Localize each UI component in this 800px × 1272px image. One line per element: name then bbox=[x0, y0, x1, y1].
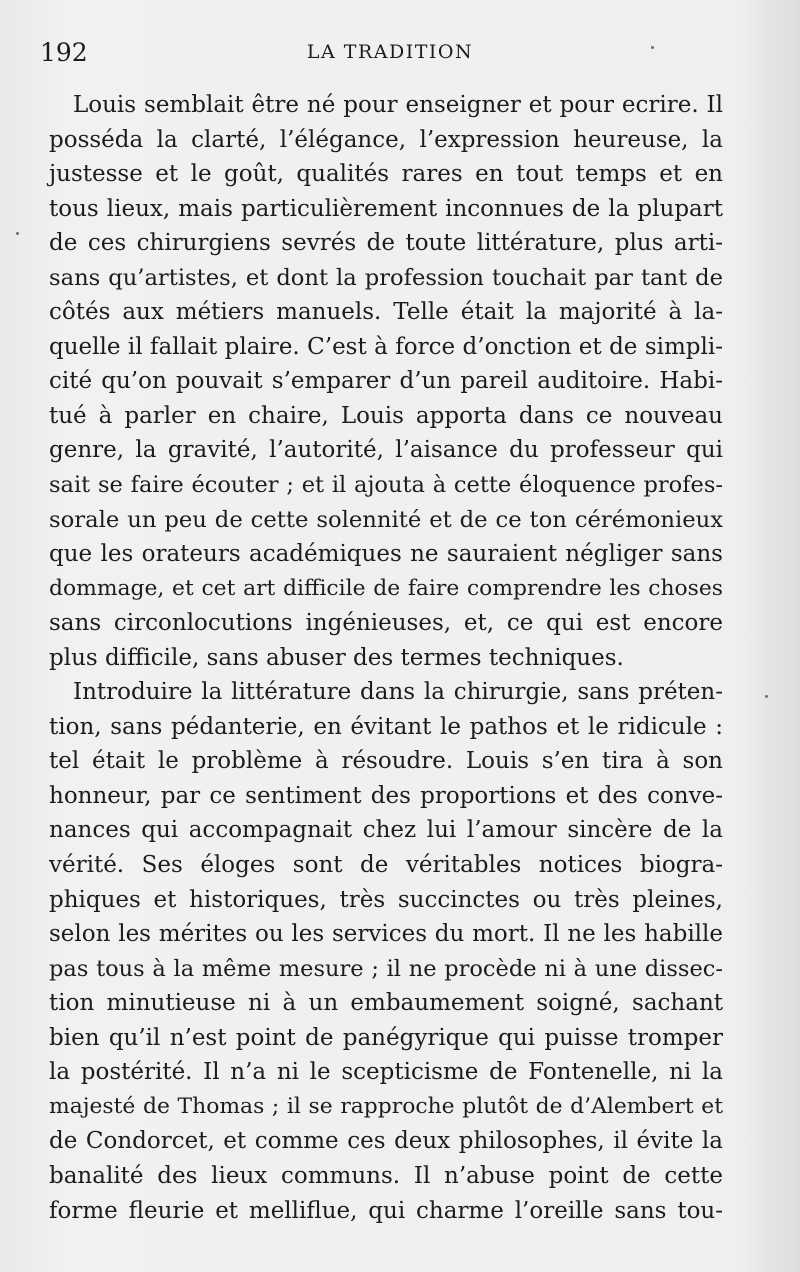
text-line: dommage, et cet art difficile de faire comprendre les choses bbox=[49, 575, 723, 601]
text-line: phiques et historiques, très succinctes ou très pleines, bbox=[49, 886, 723, 913]
text-line: la postérité. Il n’a ni le scepticisme de Fontenelle, ni la bbox=[49, 1059, 723, 1086]
scan-speck bbox=[765, 695, 768, 698]
text-line: genre, la gravité, l’autorité, l’aisance du professeur qui bbox=[49, 437, 723, 464]
text-line: côtés aux métiers manuels. Telle était la majorité à la- bbox=[49, 299, 723, 326]
page-number: 192 bbox=[40, 38, 88, 67]
scan-speck bbox=[16, 232, 19, 235]
text-line: Introduire la littérature dans la chirurgie, sans préten- bbox=[73, 679, 723, 706]
text-line: que les orateurs académiques ne sauraient négliger sans bbox=[49, 541, 723, 568]
text-line: posséda la clarté, l’élégance, l’expression heureuse, la bbox=[49, 126, 723, 153]
text-line: selon les mérites ou les services du mort. Il ne les habille bbox=[49, 921, 723, 948]
text-line: vérité. Ses éloges sont de véritables notices biogra- bbox=[49, 852, 723, 879]
text-line: bien qu’il n’est point de panégyrique qui puisse tromper bbox=[49, 1024, 723, 1051]
text-line: tion, sans pédanterie, en évitant le pathos et le ridicule : bbox=[49, 713, 723, 740]
text-line: tel était le problème à résoudre. Louis s’en tira à son bbox=[49, 748, 723, 775]
text-line: majesté de Thomas ; il se rapproche plutôt de d’Alembert et bbox=[49, 1093, 723, 1119]
text-line: sans circonlocutions ingénieuses, et, ce qui est encore bbox=[49, 610, 723, 637]
running-title: LA TRADITION bbox=[306, 41, 474, 63]
text-line: nances qui accompagnait chez lui l’amour sincère de la bbox=[49, 817, 723, 844]
text-line: sorale un peu de cette solennité et de ce ton cérémonieux bbox=[49, 506, 723, 533]
text-line: forme fleurie et melliflue, qui charme l’oreille sans tou- bbox=[49, 1197, 723, 1224]
text-line: sans qu’artistes, et dont la profession touchait par tant de bbox=[49, 264, 723, 291]
text-line: quelle il fallait plaire. C’est à force d’onction et de simpli- bbox=[49, 333, 723, 360]
text-line: justesse et le goût, qualités rares en tout temps et en bbox=[49, 161, 723, 188]
text-line: de Condorcet, et comme ces deux philosophes, il évite la bbox=[49, 1128, 723, 1155]
text-line: plus difficile, sans abuser des termes techniques. bbox=[49, 644, 624, 671]
page-header bbox=[40, 38, 740, 72]
text-line: honneur, par ce sentiment des proportions et des conve- bbox=[49, 782, 723, 809]
text-line: tué à parler en chaire, Louis apporta dans ce nouveau bbox=[49, 402, 723, 429]
text-line: cité qu’on pouvait s’emparer d’un pareil auditoire. Habi- bbox=[49, 368, 723, 395]
text-line: tion minutieuse ni à un embaumement soigné, sachant bbox=[49, 990, 723, 1017]
text-line: banalité des lieux communs. Il n’abuse point de cette bbox=[49, 1162, 723, 1189]
text-line: sait se faire écouter ; et il ajouta à cette éloquence profes- bbox=[49, 472, 723, 499]
scan-speck bbox=[651, 46, 654, 49]
text-line: tous lieux, mais particulièrement inconnues de la plupart bbox=[49, 195, 723, 222]
text-line: Louis semblait être né pour enseigner et pour ecrire. Il bbox=[73, 92, 723, 118]
text-line: pas tous à la même mesure ; il ne procède ni à une dissec- bbox=[49, 955, 723, 982]
body-text bbox=[49, 88, 723, 1228]
text-line: de ces chirurgiens sevrés de toute littérature, plus arti- bbox=[49, 230, 723, 257]
